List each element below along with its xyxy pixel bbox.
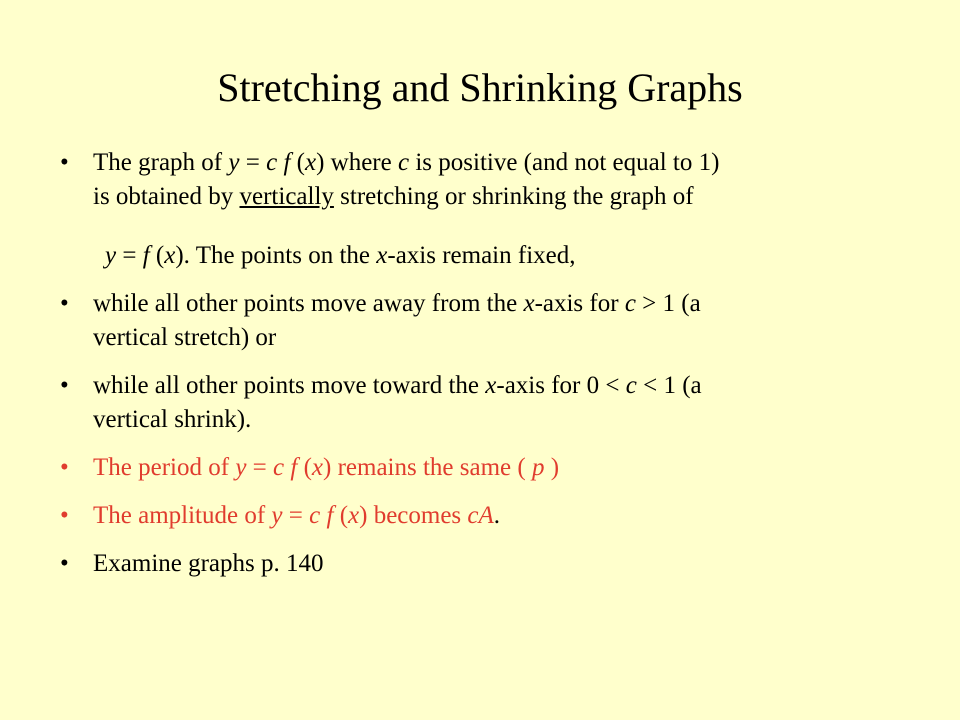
bullet-item-vertical-shrink: • while all other points move toward the x-axis for 0 < c < 1 (a vertical shrink).: [60, 369, 910, 437]
bullet-icon: •: [60, 372, 69, 399]
bullet-item-vertical-stretch: • while all other points move away from the x-axis for c > 1 (a vertical stretch) or: [60, 287, 910, 355]
bullet-item-graph-definition: • The graph of y = c f (x) where c is positive (and not equal to 1) is obtained by vertically stretching or shrinking the graph of: [60, 146, 910, 214]
bullet-item-period: • The period of y = c f (x) remains the same ( p ): [60, 451, 910, 485]
bullet-list: [60, 146, 910, 581]
bullet-icon: •: [60, 454, 69, 481]
bullet-icon: •: [60, 290, 69, 317]
continuation-line: y = f (x). The points on the x-axis remain fixed,: [105, 242, 576, 269]
bullet-item-examine-graphs: • Examine graphs p. 140: [60, 547, 910, 581]
bullet-icon: •: [60, 502, 69, 529]
bullet-icon: •: [60, 550, 69, 577]
bullet-icon: •: [60, 149, 69, 176]
underlined-word: vertically: [239, 183, 334, 210]
slide-title: Stretching and Shrinking Graphs: [217, 65, 743, 110]
bullet-item-amplitude: • The amplitude of y = c f (x) becomes cA.: [60, 499, 910, 533]
